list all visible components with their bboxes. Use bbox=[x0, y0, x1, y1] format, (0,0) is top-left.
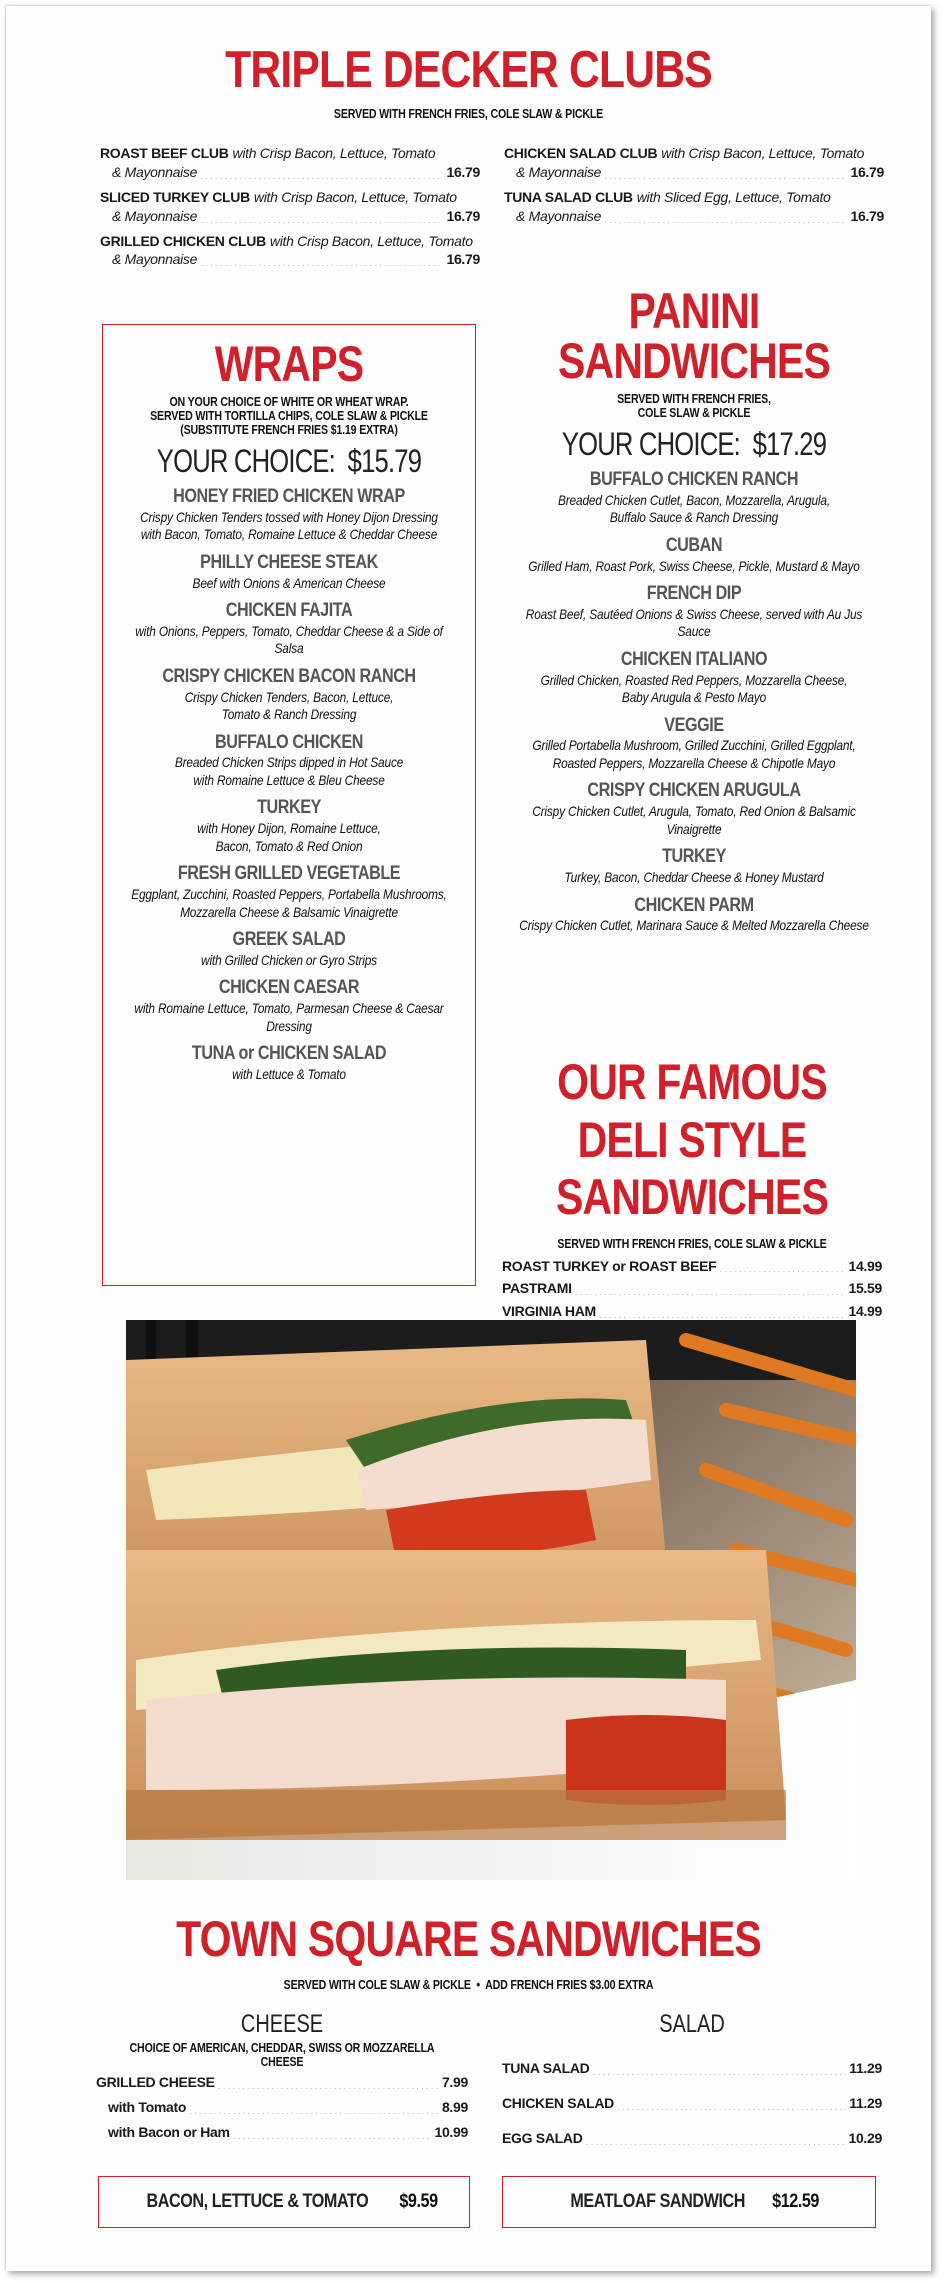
wraps-title: WRAPS bbox=[214, 336, 364, 392]
menu-item-desc: Crispy Chicken Cutlet, Arugula, Tomato, Red Onion & Balsamic Vinaigrette bbox=[532, 803, 856, 837]
club-item bbox=[504, 144, 884, 182]
wraps-sub3: (SUBSTITUTE FRENCH FRIES $1.19 EXTRA) bbox=[180, 423, 398, 437]
menu-item-name: FRENCH DIP bbox=[646, 583, 742, 605]
wraps-choice-price: $15.79 bbox=[347, 443, 422, 479]
blt-price: $9.59 bbox=[399, 2191, 438, 2212]
wraps-items bbox=[103, 486, 475, 1083]
salad-item bbox=[502, 2094, 882, 2113]
menu-item bbox=[103, 1043, 475, 1083]
menu-item-name: FRESH GRILLED VEGETABLE bbox=[177, 863, 401, 885]
clubs-subtitle: SERVED WITH FRENCH FRIES, COLE SLAW & PICKLE bbox=[333, 107, 604, 121]
deli-item-name: ROAST TURKEY or ROAST BEEF bbox=[502, 1257, 717, 1274]
deli-subtitle: SERVED WITH FRENCH FRIES, COLE SLAW & PICKLE bbox=[557, 1236, 827, 1251]
menu-item-desc: with Romaine Lettuce & Bleu Cheese bbox=[193, 771, 385, 788]
meatloaf-box bbox=[502, 2176, 876, 2228]
club-price: 16.79 bbox=[850, 163, 884, 180]
menu-item bbox=[484, 780, 904, 838]
club-desc: with Crisp Bacon, Lettuce, Tomato bbox=[232, 145, 436, 161]
menu-item-desc: with Lettuce & Tomato bbox=[232, 1065, 346, 1082]
wraps-choice bbox=[140, 443, 438, 480]
salad-item-name: TUNA SALAD bbox=[502, 2060, 590, 2076]
menu-item-desc: Beef with Onions & American Cheese bbox=[192, 574, 386, 591]
menu-item-name: GREEK SALAD bbox=[232, 929, 346, 951]
panini-title: PANINI SANDWICHES bbox=[558, 283, 830, 389]
meatloaf-name: MEATLOAF SANDWICH bbox=[570, 2191, 745, 2212]
club-desc2: & Mayonnaise bbox=[112, 163, 198, 180]
club-desc: with Crisp Bacon, Lettuce, Tomato bbox=[661, 145, 865, 161]
panini-section bbox=[484, 283, 904, 935]
cheese-item bbox=[96, 2073, 468, 2092]
menu-item bbox=[103, 977, 475, 1035]
cheese-heading: CHEESE bbox=[240, 2010, 324, 2038]
menu-item-name: CRISPY CHICKEN ARUGULA bbox=[587, 780, 801, 802]
menu-item bbox=[103, 929, 475, 969]
cheese-item-price: 10.99 bbox=[434, 2123, 468, 2140]
club-desc: with Sliced Egg, Lettuce, Tomato bbox=[636, 188, 831, 205]
panini-items bbox=[484, 469, 904, 935]
menu-item-desc: Crispy Chicken Tenders tossed with Honey Dijon Dressing bbox=[140, 508, 438, 525]
wraps-sub2: SERVED WITH TORTILLA CHIPS, COLE SLAW & PICKLE bbox=[150, 409, 428, 423]
menu-item-name: TUNA or CHICKEN SALAD bbox=[191, 1043, 387, 1065]
salad-heading: SALAD bbox=[659, 2010, 725, 2038]
town-title: TOWN SQUARE SANDWICHES bbox=[176, 1911, 761, 1967]
panini-sub2: COLE SLAW & PICKLE bbox=[637, 406, 751, 420]
club-name: GRILLED CHICKEN CLUB bbox=[100, 232, 266, 249]
deli-item-price: 14.99 bbox=[848, 1303, 882, 1320]
town-salad-column bbox=[502, 2010, 882, 2148]
menu-item-name: VEGGIE bbox=[664, 714, 724, 736]
club-name: SLICED TURKEY CLUB bbox=[100, 188, 250, 205]
cheese-note: CHOICE OF AMERICAN, CHEDDAR, SWISS OR MOZZARELLA CHEESE bbox=[129, 2041, 435, 2069]
menu-item-desc: Grilled Ham, Roast Pork, Swiss Cheese, Pickle, Mustard & Mayo bbox=[528, 557, 860, 574]
clubs-right-list bbox=[504, 144, 884, 226]
blt-name: BACON, LETTUCE & TOMATO bbox=[146, 2191, 369, 2212]
menu-item-desc: Bacon, Tomato & Red Onion bbox=[215, 837, 363, 854]
club-price: 16.79 bbox=[446, 163, 480, 180]
menu-item-desc: Eggplant, Zucchini, Roasted Peppers, Portabella Mushrooms, bbox=[131, 886, 447, 903]
menu-item-desc: with Bacon, Tomato, Romaine Lettuce & Cheddar Cheese bbox=[140, 526, 438, 543]
panini-choice bbox=[526, 426, 862, 463]
menu-item-desc: with Grilled Chicken or Gyro Strips bbox=[201, 951, 377, 968]
club-desc2: & Mayonnaise bbox=[516, 163, 602, 180]
menu-item-desc: Crispy Chicken Tenders, Bacon, Lettuce, bbox=[184, 688, 394, 705]
salad-item-price: 11.29 bbox=[849, 2094, 882, 2111]
menu-item-name: HONEY FRIED CHICKEN WRAP bbox=[173, 486, 405, 507]
cheese-item bbox=[96, 2098, 468, 2117]
menu-item-desc: with Honey Dijon, Romaine Lettuce, bbox=[197, 820, 381, 837]
cheese-item-name: with Bacon or Ham bbox=[108, 2123, 230, 2140]
club-desc: with Crisp Bacon, Lettuce, Tomato bbox=[253, 188, 457, 205]
club-name: CHICKEN SALAD CLUB bbox=[504, 145, 658, 161]
menu-item bbox=[103, 552, 475, 592]
menu-item bbox=[103, 600, 475, 658]
salad-item bbox=[502, 2129, 882, 2148]
club-price: 16.79 bbox=[446, 207, 480, 224]
menu-item bbox=[484, 895, 904, 935]
deli-section bbox=[502, 1054, 882, 1321]
menu-page bbox=[6, 6, 931, 2271]
cheese-item-name: GRILLED CHEESE bbox=[96, 2074, 215, 2090]
club-name: ROAST BEEF CLUB bbox=[100, 145, 229, 161]
menu-item-desc: Grilled Portabella Mushroom, Grilled Zucchini, Grilled Eggplant, bbox=[532, 737, 856, 754]
deli-item bbox=[502, 1257, 882, 1276]
menu-item bbox=[484, 715, 904, 773]
menu-item bbox=[484, 846, 904, 886]
menu-item bbox=[103, 863, 475, 921]
meatloaf-price: $12.59 bbox=[772, 2191, 820, 2212]
menu-item-name: PHILLY CHEESE STEAK bbox=[200, 551, 378, 573]
club-item bbox=[100, 188, 480, 226]
deli-title-1: OUR FAMOUS DELI STYLE bbox=[557, 1054, 827, 1168]
menu-item bbox=[484, 469, 904, 527]
menu-item-name: TURKEY bbox=[662, 846, 726, 868]
town-cheese-column bbox=[96, 2010, 468, 2142]
club-desc2: & Mayonnaise bbox=[516, 207, 602, 224]
menu-item-desc: Grilled Chicken, Roasted Red Peppers, Mozzarella Cheese, bbox=[540, 671, 848, 688]
menu-item-desc: Roasted Peppers, Mozzarella Cheese & Chipotle Mayo bbox=[552, 754, 836, 771]
menu-item-name: CHICKEN PARM bbox=[634, 894, 754, 916]
menu-item bbox=[484, 649, 904, 707]
cheese-item bbox=[96, 2123, 468, 2142]
menu-item-name: BUFFALO CHICKEN bbox=[215, 731, 363, 753]
salad-item-name: EGG SALAD bbox=[502, 2129, 583, 2146]
menu-item-desc: Baby Arugula & Pesto Mayo bbox=[621, 689, 767, 706]
menu-item-name: CHICKEN ITALIANO bbox=[620, 648, 768, 670]
menu-item-desc: Crispy Chicken Cutlet, Marinara Sauce & Melted Mozzarella Cheese bbox=[519, 917, 869, 934]
menu-item-name: CRISPY CHICKEN BACON RANCH bbox=[162, 665, 416, 687]
menu-item-desc: Breaded Chicken Cutlet, Bacon, Mozzarella, Arugula, bbox=[557, 491, 830, 508]
club-price: 16.79 bbox=[850, 207, 884, 224]
club-item bbox=[100, 232, 480, 270]
club-name: TUNA SALAD CLUB bbox=[504, 188, 633, 205]
salad-item-price: 10.29 bbox=[848, 2129, 882, 2146]
deli-item-price: 14.99 bbox=[848, 1257, 882, 1274]
menu-item-desc: with Onions, Peppers, Tomato, Cheddar Cheese & a Side of Salsa bbox=[135, 622, 443, 657]
club-desc2: & Mayonnaise bbox=[112, 207, 198, 224]
menu-item-name: BUFFALO CHICKEN RANCH bbox=[589, 469, 799, 490]
menu-item bbox=[103, 486, 475, 544]
panini-choice-label: YOUR CHOICE: bbox=[561, 426, 740, 462]
menu-item bbox=[103, 797, 475, 855]
wraps-box bbox=[102, 324, 476, 1286]
deli-item-name: VIRGINIA HAM bbox=[502, 1303, 596, 1320]
menu-item bbox=[484, 583, 904, 641]
menu-item bbox=[103, 732, 475, 790]
menu-item-name: CHICKEN CAESAR bbox=[218, 977, 360, 999]
menu-item-desc: Buffalo Sauce & Ranch Dressing bbox=[609, 509, 779, 526]
cheese-item-price: 8.99 bbox=[441, 2098, 468, 2115]
menu-item-desc: with Romaine Lettuce, Tomato, Parmesan Cheese & Caesar Dressing bbox=[134, 1000, 444, 1034]
deli-item-name: PASTRAMI bbox=[502, 1280, 572, 1297]
panini-sub1: SERVED WITH FRENCH FRIES, bbox=[617, 392, 771, 406]
deli-title-2: SANDWICHES bbox=[556, 1169, 828, 1225]
menu-item-desc: Breaded Chicken Strips dipped in Hot Sauce bbox=[174, 754, 404, 771]
menu-item-desc: Turkey, Bacon, Cheddar Cheese & Honey Mustard bbox=[564, 869, 824, 886]
deli-item bbox=[502, 1302, 882, 1321]
deli-item-price: 15.59 bbox=[848, 1280, 882, 1297]
salad-item-name: CHICKEN SALAD bbox=[502, 2094, 614, 2111]
cheese-item-name: with Tomato bbox=[108, 2098, 187, 2115]
menu-item bbox=[103, 666, 475, 724]
menu-item-desc: Roast Beef, Sautéed Onions & Swiss Cheese, served with Au Jus Sauce bbox=[525, 605, 863, 640]
cheese-item-price: 7.99 bbox=[441, 2074, 468, 2090]
club-item bbox=[100, 144, 480, 182]
panini-choice-price: $17.29 bbox=[752, 426, 827, 462]
clubs-left-list bbox=[100, 144, 480, 269]
menu-item-name: TURKEY bbox=[257, 797, 321, 819]
wraps-sub1: ON YOUR CHOICE OF WHITE OR WHEAT WRAP. bbox=[169, 395, 409, 409]
menu-item-name: CUBAN bbox=[665, 534, 723, 556]
club-price: 16.79 bbox=[446, 251, 480, 268]
blt-box bbox=[98, 2176, 470, 2228]
wraps-choice-label: YOUR CHOICE: bbox=[156, 443, 335, 479]
salad-item bbox=[502, 2059, 882, 2078]
menu-item-desc: Tomato & Ranch Dressing bbox=[221, 706, 357, 723]
clubs-title: TRIPLE DECKER CLUBS bbox=[225, 41, 712, 99]
panini-sandwich-photo bbox=[126, 1320, 856, 1880]
deli-item bbox=[502, 1279, 882, 1298]
club-desc2: & Mayonnaise bbox=[112, 251, 198, 268]
town-subtitle: SERVED WITH COLE SLAW & PICKLE • ADD FRENCH FRIES $3.00 EXTRA bbox=[283, 1978, 654, 1992]
menu-item-name: CHICKEN FAJITA bbox=[225, 600, 353, 622]
menu-item bbox=[484, 535, 904, 575]
club-desc: with Crisp Bacon, Lettuce, Tomato bbox=[269, 232, 473, 249]
menu-item-desc: Mozzarella Cheese & Balsamic Vinaigrette bbox=[180, 903, 398, 920]
club-item bbox=[504, 188, 884, 226]
salad-item-price: 11.29 bbox=[849, 2060, 882, 2076]
